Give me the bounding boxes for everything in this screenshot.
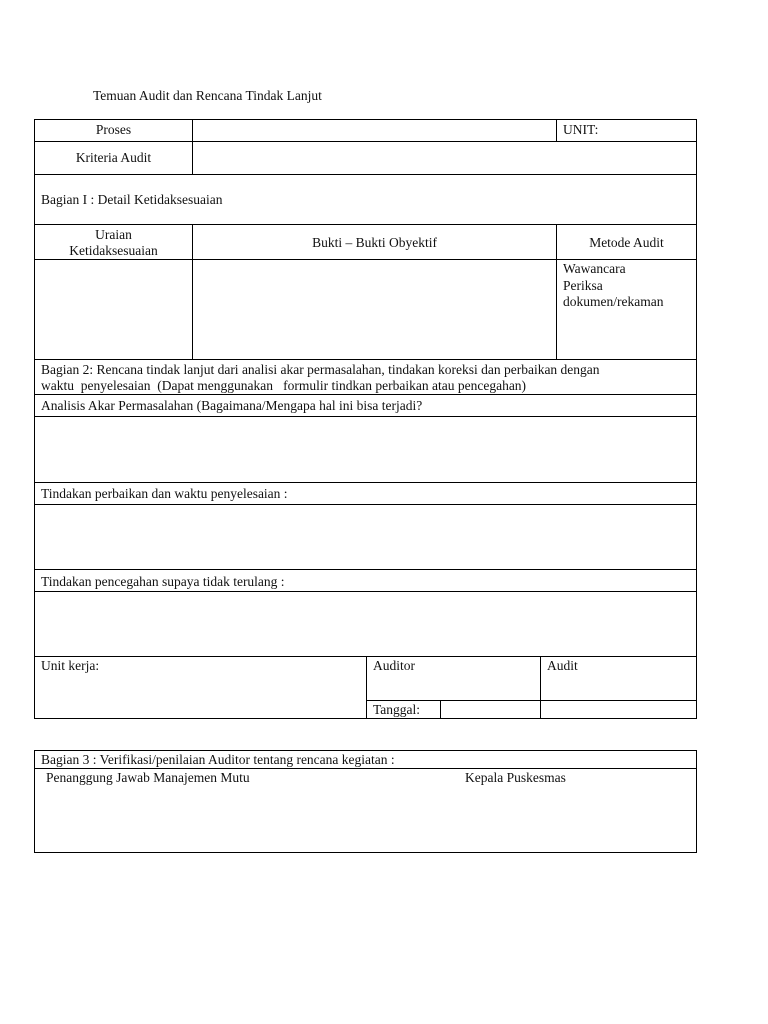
metode-item-wawancara: Wawancara [563, 261, 626, 276]
analisis-field[interactable] [35, 417, 696, 482]
table-rule [34, 224, 697, 225]
proses-label: Proses [95, 122, 132, 137]
signature-area[interactable] [35, 787, 696, 852]
audit-label: Audit [547, 658, 578, 673]
perbaikan-field[interactable] [35, 505, 696, 569]
bagian1-heading: Bagian I : Detail Ketidaksesuaian [41, 192, 223, 207]
uraian-field[interactable] [35, 260, 192, 359]
perbaikan-label: Tindakan perbaikan dan waktu penyelesaian : [41, 486, 288, 501]
metode-item-periksa: Periksa [563, 278, 603, 293]
unit-label: UNIT: [563, 122, 599, 137]
bagian3-heading: Bagian 3 : Verifikasi/penilaian Auditor tentang rencana kegiatan : [41, 752, 395, 767]
bagian2-heading-line2: waktu penyelesaian (Dapat menggunakan formulir tindkan perbaikan atau pencegahan) [41, 378, 527, 393]
pencegahan-label: Tindakan pencegahan supaya tidak terulang : [41, 574, 285, 589]
table-rule [34, 482, 697, 483]
unit-field[interactable] [557, 120, 696, 141]
bukti-field[interactable] [193, 260, 556, 359]
pencegahan-field[interactable] [35, 592, 696, 656]
verification-border-right [696, 750, 697, 853]
verification-border-bottom [34, 852, 697, 853]
document-title: Temuan Audit dan Rencana Tindak Lanjut [93, 88, 322, 103]
col-uraian-header-line1: Uraian [95, 227, 132, 242]
unit-kerja-label: Unit kerja: [41, 658, 100, 673]
kriteria-audit-field[interactable] [193, 142, 696, 174]
table-rule [34, 394, 697, 395]
table-border-bottom [34, 718, 697, 719]
table-rule [34, 174, 697, 175]
audit-field[interactable] [541, 674, 696, 718]
bagian2-heading-line1: Bagian 2: Rencana tindak lanjut dari analisi akar permasalahan, tindakan koreksi dan perbaikan dengan [41, 362, 600, 377]
proses-field[interactable] [193, 120, 556, 141]
auditor-field[interactable] [367, 674, 540, 700]
tanggal-label: Tanggal: [373, 702, 421, 717]
table-rule [34, 569, 697, 570]
col-metode-header: Metode Audit [589, 235, 664, 250]
analisis-label: Analisis Akar Permasalahan (Bagaimana/Mengapa hal ini bisa terjadi? [41, 398, 423, 413]
unit-kerja-field[interactable] [35, 674, 366, 718]
table-border-right [696, 119, 697, 719]
kepala-puskesmas-label: Kepala Puskesmas [465, 770, 566, 785]
auditor-label: Auditor [373, 658, 415, 673]
table-rule [34, 359, 697, 360]
col-bukti-header: Bukti – Bukti Obyektif [312, 235, 437, 250]
col-uraian-header-line2: Ketidaksesuaian [69, 243, 158, 258]
tanggal-field[interactable] [441, 701, 540, 718]
penanggung-jawab-label: Penanggung Jawab Manajemen Mutu [46, 770, 250, 785]
kriteria-audit-label: Kriteria Audit [75, 150, 152, 165]
metode-item-dokumen: dokumen/rekaman [563, 294, 664, 309]
